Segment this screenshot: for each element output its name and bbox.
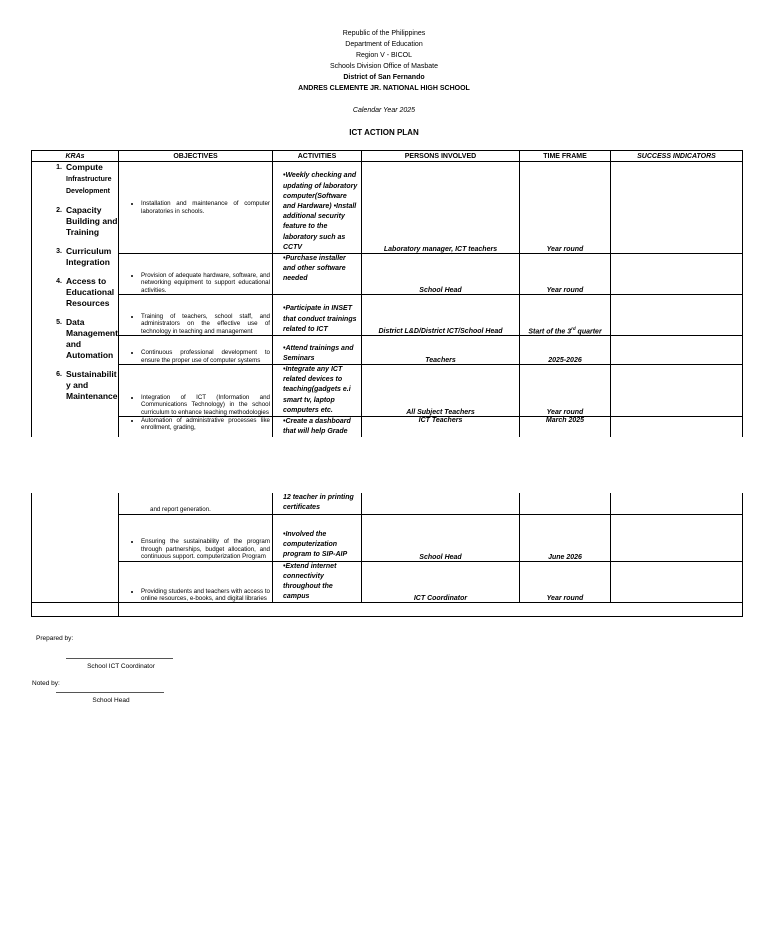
col-header-success: SUCCESS INDICATORS [611, 151, 743, 162]
persons-cell: School Head [362, 254, 520, 295]
action-plan-table-continued [31, 493, 743, 617]
success-cell [611, 162, 743, 254]
time-frame-cell: Year round [520, 365, 611, 417]
kra-continued-cell [32, 493, 119, 603]
activity-cell: •Extend internet connectivity throughout the campus [273, 561, 362, 603]
persons-cell [362, 493, 520, 514]
persons-cell: All Subject Teachers [362, 365, 520, 417]
activity-cell: •Weekly checking and updating of laboratory computer(Software and Hardware) •Install additional security feature to the laboratory such as CCTV [273, 162, 362, 254]
persons-cell: ICT Teachers [362, 417, 520, 438]
time-frame-cell: Year round [520, 162, 611, 254]
activity-cell: •Participate in INSET that conduct trainings related to ICT [273, 295, 362, 336]
noted-signature-line [56, 692, 164, 693]
time-frame-cell: 2025-2026 [520, 336, 611, 365]
kra-item: 1. Compute Infrastructure Development [56, 162, 112, 195]
table-row [32, 561, 743, 603]
persons-cell: School Head [362, 514, 520, 561]
kra-list [32, 162, 118, 402]
kra-item: 3. Curriculum Integration [56, 246, 112, 267]
success-cell [611, 254, 743, 295]
activity-cell: •Involved the computerization program to SIP-AIP [273, 514, 362, 561]
persons-cell: ICT Coordinator [362, 561, 520, 603]
success-cell [611, 493, 743, 514]
table-row-empty [32, 603, 743, 617]
empty-cell [119, 603, 743, 617]
kra-item: 2. Capacity Building and Training [56, 205, 118, 237]
persons-cell: Teachers [362, 336, 520, 365]
objective-cell: • Provision of adequate hardware, software, and networking equipment to support educational activities. [119, 254, 273, 295]
activity-cell: 12 teacher in printing certificates [273, 493, 362, 514]
header-republic: Republic of the Philippines [342, 30, 426, 37]
success-cell [611, 295, 743, 336]
header-school: ANDRES CLEMENTE JR. NATIONAL HIGH SCHOOL [298, 85, 470, 92]
objective-cell: • Automation of administrative processes like enrollment, grading, [119, 417, 273, 438]
objective-cell: • Installation and maintenance of computer laboratories in schools. [119, 162, 273, 254]
success-cell [611, 336, 743, 365]
objective-cell: and report generation. [119, 493, 273, 514]
noted-by-label: Noted by: [32, 680, 60, 687]
header-department: Department of Education [345, 41, 423, 48]
table-row [32, 162, 743, 254]
empty-cell [32, 603, 119, 617]
prepared-role: School ICT Coordinator [87, 663, 155, 670]
time-frame-cell: Year round [520, 561, 611, 603]
noted-role: School Head [92, 697, 130, 704]
objective-cell: • Integration of ICT (Information and Communications Technology) in the school curriculum to enhance teaching methodologies [119, 365, 273, 417]
objective-cell: • Providing students and teachers with access to online resources, e-books, and digital libraries [119, 561, 273, 603]
col-header-time-frame: TIME FRAME [520, 151, 611, 162]
objective-cell: • Training of teachers, school staff, and administrators on the effective use of technology in teaching and management [119, 295, 273, 336]
success-cell [611, 417, 743, 438]
time-frame-cell [520, 493, 611, 514]
prepared-signature-line [66, 658, 173, 659]
col-header-objectives: OBJECTIVES [119, 151, 273, 162]
success-cell [611, 561, 743, 603]
document-header [0, 28, 768, 94]
col-header-activities: ACTIVITIES [273, 151, 362, 162]
table-row [32, 514, 743, 561]
success-cell [611, 514, 743, 561]
activity-cell: •Create a dashboard that will help Grade [273, 417, 362, 438]
col-header-kras: KRAs [32, 151, 119, 162]
table-row [32, 365, 743, 417]
table-row [32, 417, 743, 438]
calendar-year: Calendar Year 2025 [352, 107, 416, 114]
time-frame-cell: June 2026 [520, 514, 611, 561]
activity-cell: •Integrate any ICT related devices to teaching(gadgets e.i smart tv, laptop computers etc. [273, 365, 362, 417]
prepared-by-label: Prepared by: [36, 635, 74, 642]
header-division: Schools Division Office of Masbate [329, 63, 439, 70]
persons-cell: District L&D/District ICT/School Head [362, 295, 520, 336]
kra-item: 5. Data Management and Automation [56, 317, 118, 360]
table-row [32, 254, 743, 295]
header-district: District of San Fernando [343, 74, 425, 81]
kra-list-cell [32, 162, 119, 438]
time-frame-cell: Year round [520, 254, 611, 295]
plan-title: ICT ACTION PLAN [349, 128, 419, 137]
kra-item: 4. Access to Educational Resources [56, 276, 115, 308]
activity-cell: •Purchase installer and other software needed [273, 254, 362, 295]
action-plan-table [31, 150, 743, 437]
activity-cell: •Attend trainings and Seminars [273, 336, 362, 365]
header-region: Region V - BICOL [355, 52, 413, 59]
table-row [32, 493, 743, 514]
objective-cell: • Continuous professional development to ensure the proper use of computer systems [119, 336, 273, 365]
table-header-row [32, 151, 743, 162]
kra-item: 6. Sustainabilit y and Maintenance [56, 369, 118, 401]
time-frame-cell: Start of the 3rd quarter [520, 295, 611, 336]
time-frame-cell: March 2025 [520, 417, 611, 438]
persons-cell: Laboratory manager, ICT teachers [362, 162, 520, 254]
table-row [32, 295, 743, 336]
success-cell [611, 365, 743, 417]
objective-cell: • Ensuring the sustainability of the program through partnerships, budget allocation, and continuous support. computerization Program [119, 514, 273, 561]
col-header-persons: PERSONS INVOLVED [362, 151, 520, 162]
table-row [32, 336, 743, 365]
